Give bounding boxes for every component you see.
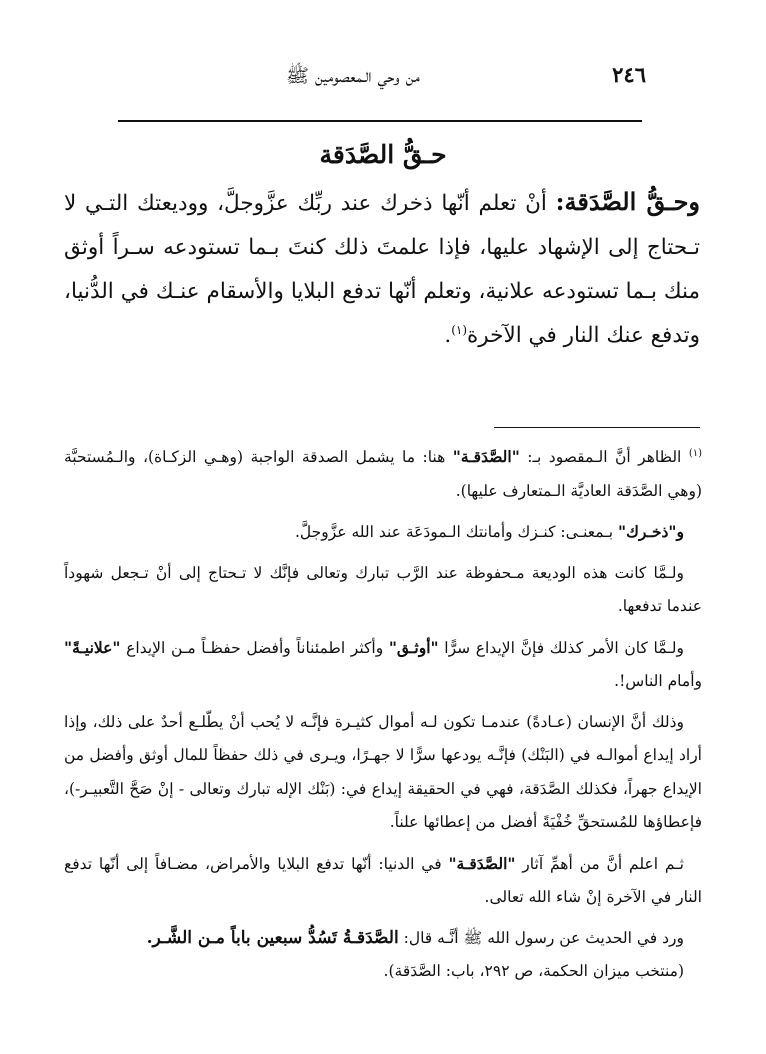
footnote-source: (منتخب ميزان الحكمة، ص ٢٩٢، باب: الصَّدَقة). [383, 962, 684, 980]
footnotes [64, 440, 702, 996]
footnote-divider [494, 427, 700, 428]
running-title: من وحي الـمعصومين ﷺ [286, 65, 420, 87]
footnote-marker: (١) [688, 447, 703, 459]
footnote-5: وذلك أنَّ الإنسان (عـادةً) عندمـا تكون لـه أموال كثيـرة فإنَّـه لا يُحب أنْ يطّلـع أحدٌ على ذلك، وإذا أراد إيداع أموالـه في (البَنْك) فإنَّـه يودعها سرًّا لا جهـرًا، ويـرى في ذلك حفظاً للمال أوثق وأفضل من الإيداع جهراً، فكذلك الصَّدَقة، فهي في الحقيقة إيداع في: (بَنْك الإله تبارك وتعالى - إنْ صَحَّ التَّعبيـر-)، فإعطاؤها للمُستحقِّ خُفْيَةً أفضل من إعطائها علناً. [64, 712, 702, 831]
footnote-2-text: بـمعنـى: كنـزك وأمانتك الـمودَعَة عند الله عزَّوجلَّ. [294, 523, 618, 541]
footnote-2 [64, 515, 702, 550]
footnote-2-term: و"ذخـرك" [618, 522, 684, 541]
main-body: أنْ تعلم أنّها ذخرك عند ربِّك عزَّوجلَّ، ووديعتك التـي لا تـحتاج إلى الإشهاد عليها، فإذا علمتَ ذلك كنتَ بـما تستودعه سـراً أوثق منك بـما تستودعه علانية، وتعلم أنّها تدفع البلايا والأسقام عنـك في الدُّنيا، وتدفع عنك النار في الآخرة [64, 191, 700, 348]
footnote-1-term: "الصَّدَقـة" [452, 447, 520, 466]
footnote-6 [64, 847, 702, 915]
footnote-4 [64, 631, 702, 699]
footnote-6-pre: ثـم اعلم أنَّ من أهمِّ آثار [515, 854, 684, 873]
section-title: حـقُّ الصَّدَقة [319, 140, 447, 169]
footnote-1-pre: الظاهر أنَّ الـمقصود بـ: [519, 448, 689, 466]
main-paragraph [64, 180, 700, 358]
footnote-4-term2: "علانيـةً" [64, 637, 121, 657]
footnote-3: ولـمَّا كانت هذه الوديعة مـحفوظة عند الرَّب تبارك وتعالى فإنَّك لا تـحتاج إلى أنْ تـجعل شهوداً عندما تدفعها. [64, 563, 702, 615]
footnote-7-pre: ورد في الحديث عن رسول الله ﷺ أنَّـه قال: [398, 928, 684, 947]
footnote-4-term: "أوثـق" [388, 637, 439, 657]
footnote-4-mid: وأكثر اطمئناناً وأفضل حفظـاً مـن الإيداع [120, 638, 389, 657]
main-end: . [444, 323, 452, 348]
hadith-quote: الصَّدَقـةُ تَسُدُّ سبعين باباً مـن الشَّـر. [146, 927, 399, 948]
footnote-4-post: وأمام الناس!. [614, 672, 702, 690]
footnote-6-term: "الصَّدَقـة" [448, 853, 516, 873]
footnote-1-post: هنا: ما يشمل الصدقة الواجبة (وهـي الزكـاة)، والـمُستحبَّة (وهي الصَّدَقة العاديَّة الـمتعارف عليها). [64, 448, 702, 500]
main-lead: وحـقُّ الصَّدَقة: [555, 187, 700, 216]
page-header [118, 62, 646, 92]
footnote-6-post: في الدنيا: أنّها تدفع البلايا والأمراض، مضـافاً إلى أنّها تدفع النار في الآخرة إنْ شاء الله تعالى. [64, 854, 702, 906]
footnote-4-pre: ولـمَّا كان الأمر كذلك فإنَّ الإيداع سرًّا [438, 638, 684, 657]
footnote-reference[interactable]: (١) [451, 322, 468, 337]
page-number: ٢٤٦ [612, 62, 646, 87]
header-divider [118, 120, 642, 122]
footnote-1 [64, 440, 702, 508]
footnote-7 [64, 922, 702, 956]
